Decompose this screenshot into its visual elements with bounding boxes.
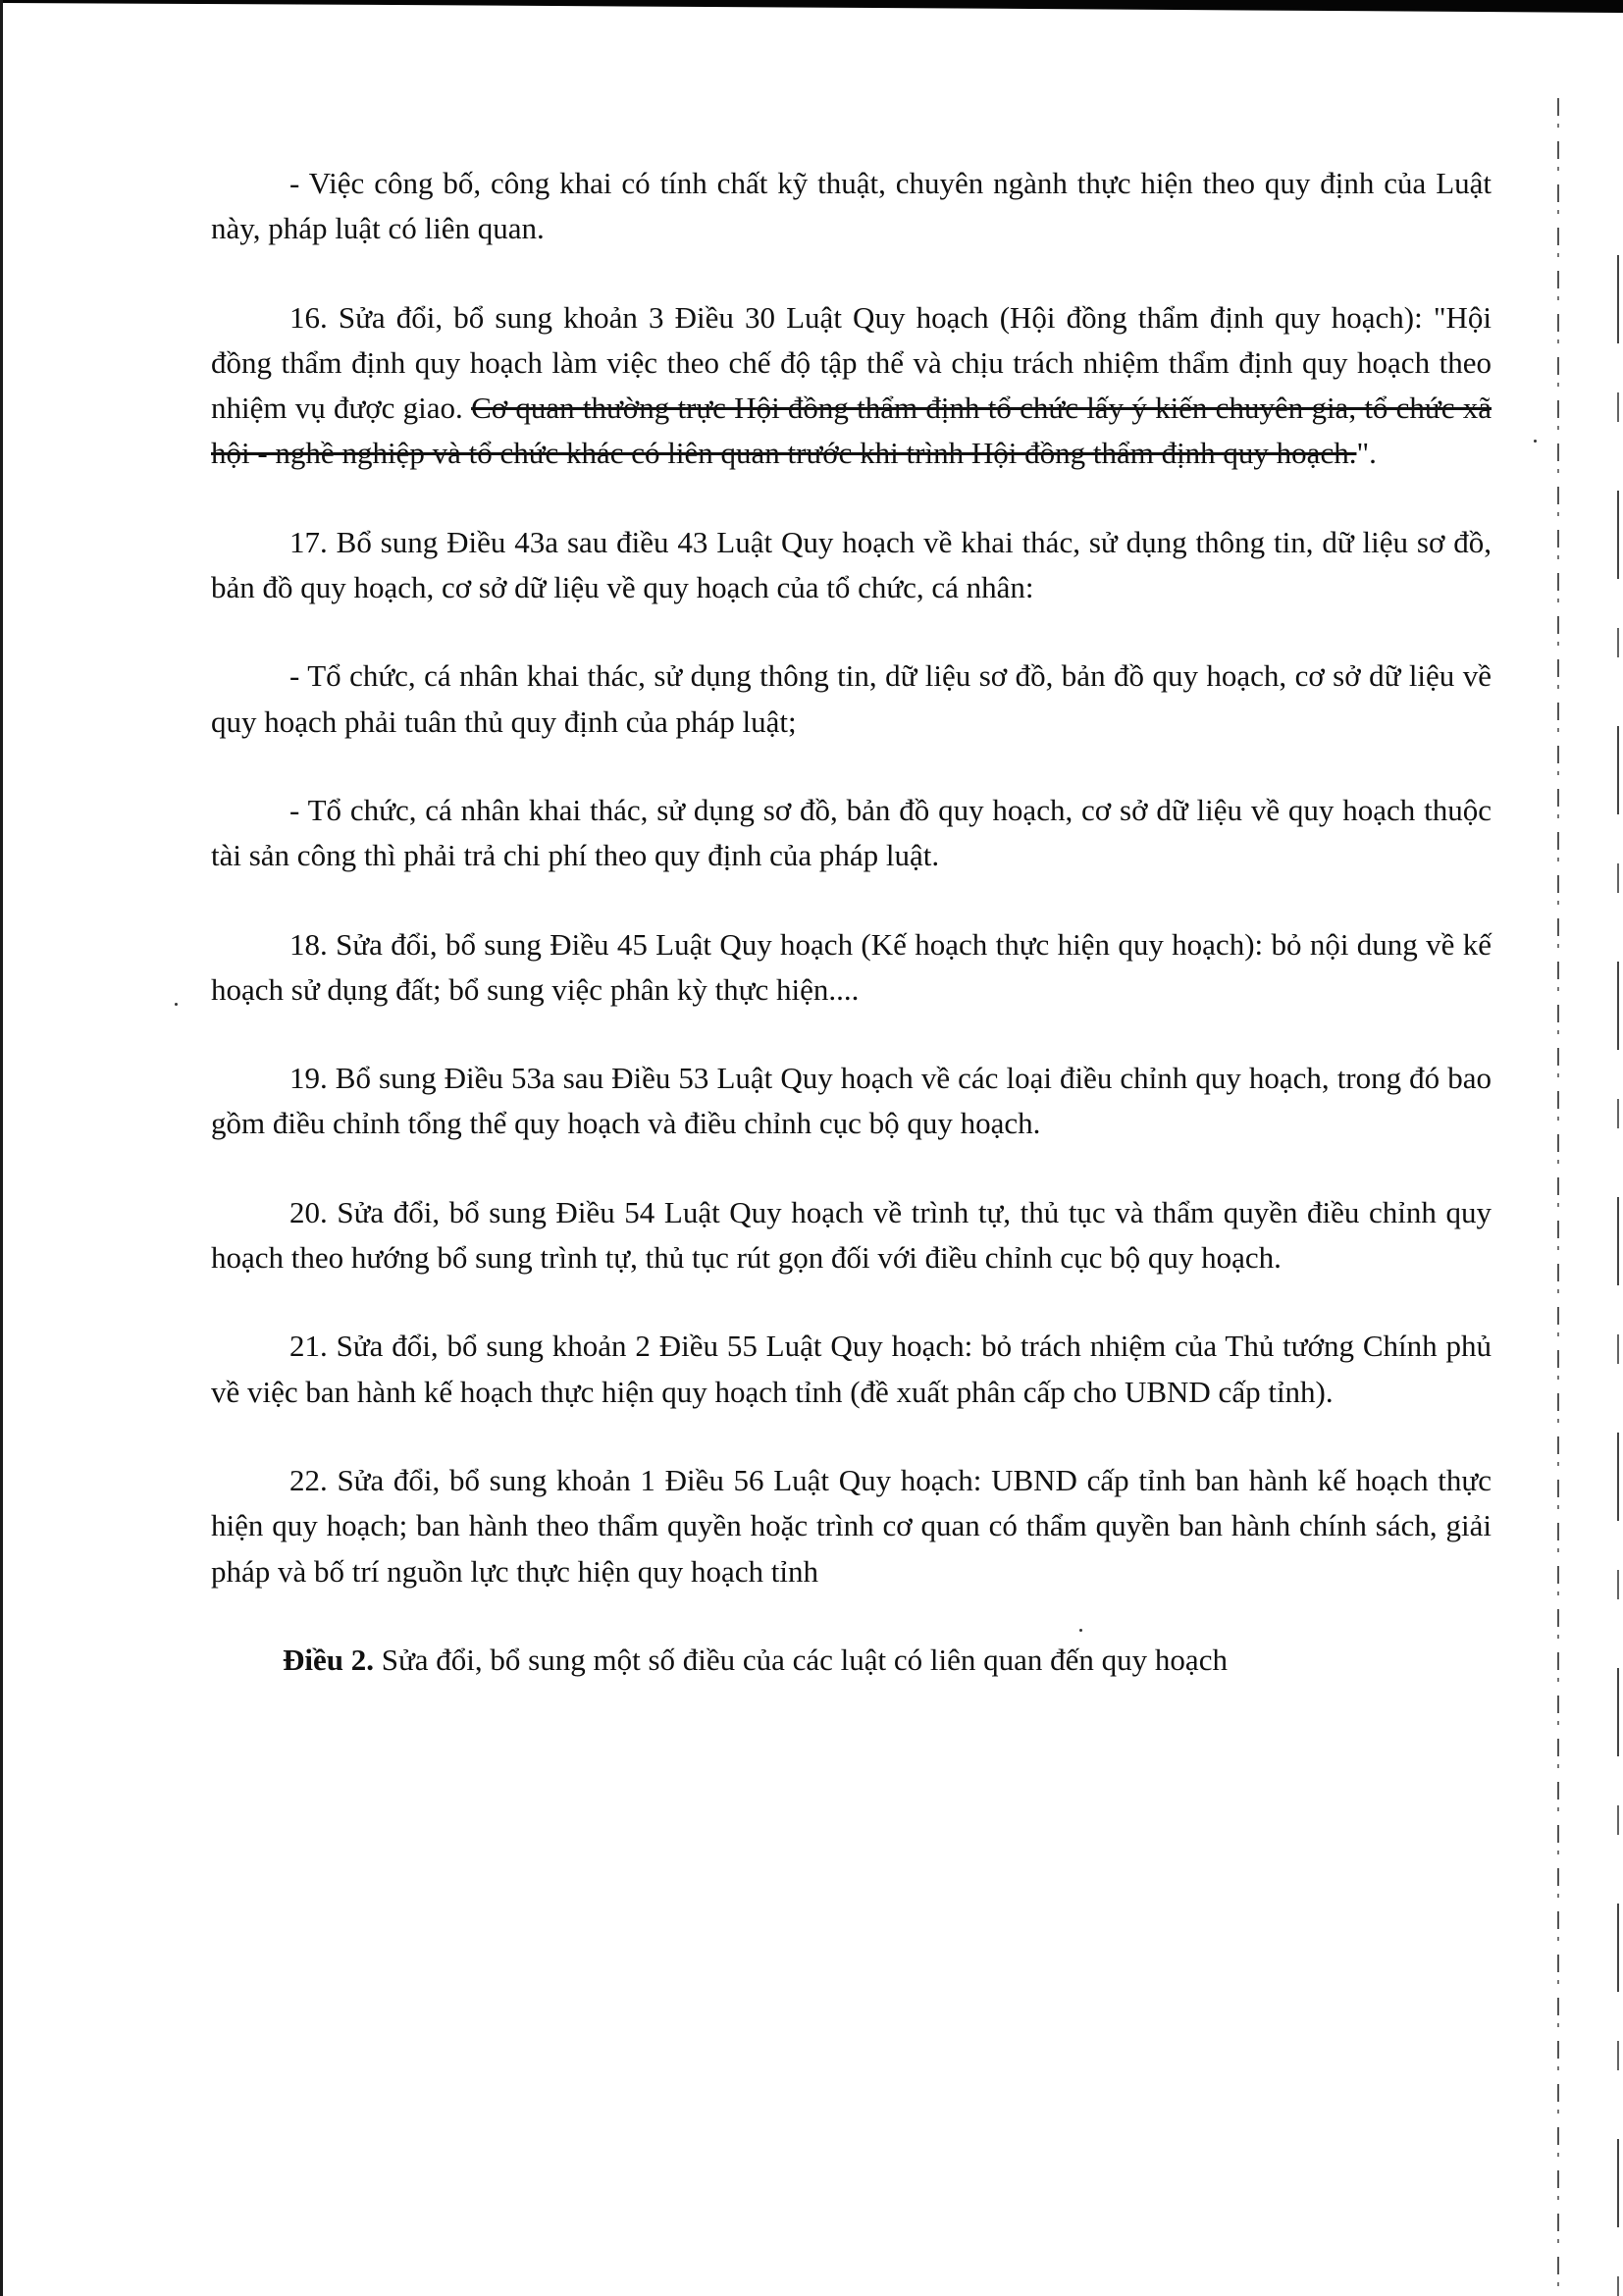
scan-speck — [175, 1003, 178, 1006]
paragraph-item-20: 20. Sửa đổi, bổ sung Điều 54 Luật Quy hoạch về trình tự, thủ tục và thẩm quyền điều chỉnh quy hoạch theo hướng bổ sung trình tự, thủ tục rút gọn đối với điều chỉnh cục bộ quy hoạch. — [211, 1194, 1492, 1276]
struck-through-text: Cơ quan thường trực Hội đồng thẩm định tổ chức lấy ý kiến chuyên gia, tổ chức xã hội - nghề nghiệp và tổ chức khác có liên quan trước khi trình Hội đồng thẩm định quy hoạch. — [211, 391, 1492, 471]
paragraph-item-18: 18. Sửa đổi, bổ sung Điều 45 Luật Quy hoạch (Kế hoạch thực hiện quy hoạch): bỏ nội dung về kế hoạch sử dụng đất; bổ sung việc phân kỳ thực hiện.... — [211, 926, 1492, 1007]
article-2-title: Sửa đổi, bổ sung một số điều của các luật có liên quan đến quy hoạch — [374, 1642, 1228, 1677]
scan-top-edge — [0, 0, 1623, 14]
scan-edge-line — [1617, 255, 1619, 2296]
paragraph-item-17-bullet-1: - Tổ chức, cá nhân khai thác, sử dụng thông tin, dữ liệu sơ đồ, bản đồ quy hoạch, cơ sở dữ liệu về quy hoạch phải tuân thủ quy định của pháp luật; — [211, 658, 1492, 739]
paragraph-item-22: 22. Sửa đổi, bổ sung khoản 1 Điều 56 Luật Quy hoạch: UBND cấp tỉnh ban hành kế hoạch thực hiện quy hoạch; ban hành theo thẩm quyền hoặc trình cơ quan có thẩm quyền ban hành chính sách, giải pháp và bố trí nguồn lực thực hiện quy hoạch tỉnh — [211, 1462, 1492, 1589]
paragraph-item-17-bullet-2: - Tổ chức, cá nhân khai thác, sử dụng sơ đồ, bản đồ quy hoạch, cơ sở dữ liệu về quy hoạch thuộc tài sản công thì phải trả chi phí theo quy định của pháp luật. — [211, 792, 1492, 873]
scan-speck — [1534, 440, 1537, 443]
article-2-heading — [211, 1638, 1492, 1683]
paragraph-item-17: 17. Bổ sung Điều 43a sau điều 43 Luật Quy hoạch về khai thác, sử dụng thông tin, dữ liệu sơ đồ, bản đồ quy hoạch, cơ sở dữ liệu về quy hoạch của tổ chức, cá nhân: — [211, 524, 1492, 605]
item-16-tail: ". — [1356, 436, 1377, 471]
paragraph-item-21: 21. Sửa đổi, bổ sung khoản 2 Điều 55 Luật Quy hoạch: bỏ trách nhiệm của Thủ tướng Chính phủ về việc ban hành kế hoạch thực hiện quy hoạch tỉnh (đề xuất phân cấp cho UBND cấp tỉnh). — [211, 1329, 1492, 1409]
paragraph-item-19: 19. Bổ sung Điều 53a sau Điều 53 Luật Quy hoạch về các loại điều chỉnh quy hoạch, trong đó bao gồm điều chỉnh tổng thể quy hoạch và điều chỉnh cục bộ quy hoạch. — [211, 1061, 1492, 1141]
paragraph-bullet-cong-bo: - Việc công bố, công khai có tính chất kỹ thuật, chuyên ngành thực hiện theo quy định của Luật này, pháp luật có liên quan. — [211, 166, 1492, 246]
article-2-label: Điều 2. — [283, 1642, 374, 1677]
paragraph-item-16 — [211, 295, 1492, 477]
item-16-text: 16. Sửa đổi, bổ sung khoản 3 Điều 30 Luật Quy hoạch (Hội đồng thẩm định quy hoạch): "Hội đồng thẩm định quy hoạch làm việc theo chế độ tập thể và chịu trách nhiệm thẩm định quy hoạch theo nhiệm vụ được giao. — [211, 299, 1492, 426]
scan-left-edge — [0, 0, 3, 2296]
scan-margin-line — [1557, 98, 1559, 2296]
document-page — [211, 161, 1492, 1683]
